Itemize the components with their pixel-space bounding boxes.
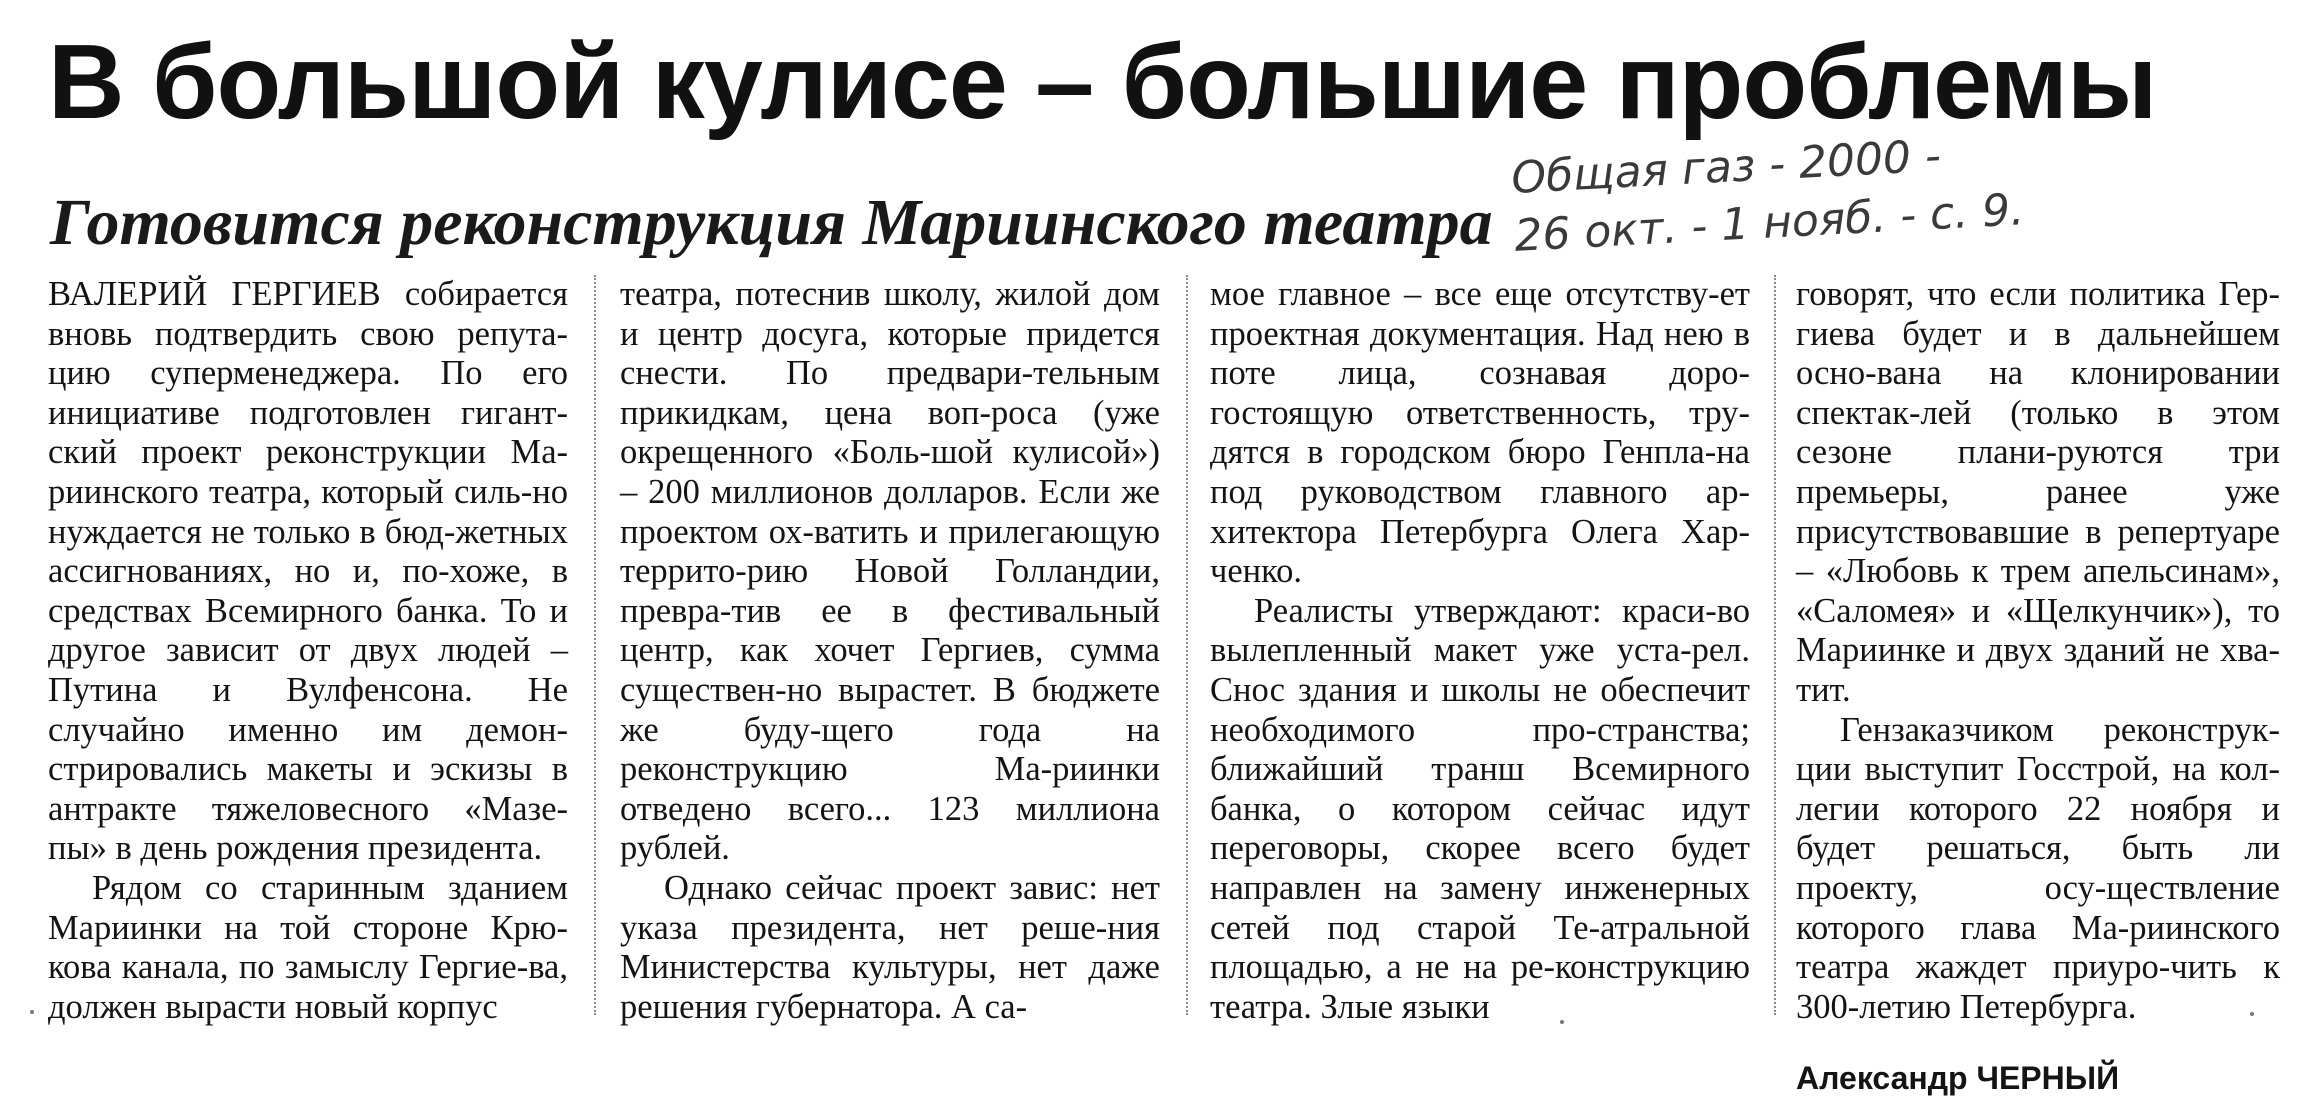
scan-speck bbox=[1560, 1020, 1564, 1024]
scan-speck bbox=[2250, 1012, 2254, 1016]
handwritten-note-line-1: Общая газ - 2000 - bbox=[1510, 130, 1943, 204]
column-divider bbox=[594, 275, 596, 1015]
column-divider bbox=[1774, 275, 1776, 1015]
column-2 bbox=[620, 275, 1160, 1026]
column-4 bbox=[1796, 275, 2280, 1097]
paragraph: Гензаказчиком реконструк-ции выступит Госстрой, на кол-легии которого 22 ноября и будет решаться, быть ли проекту, осу-ществление которого глава Ма-риинского театра жаждет приуро-чить к 300-летию Петербурга. bbox=[1796, 710, 2280, 1026]
column-1 bbox=[48, 275, 568, 1026]
paragraph: Рядом со старинным зданием Мариинки на той стороне Крю-кова канала, по замыслу Гергие-ва, должен вырасти новый корпус bbox=[48, 868, 568, 1026]
subheadline: Готовится реконструкция Мариинского театра bbox=[50, 186, 1493, 259]
column-divider bbox=[1186, 275, 1188, 1015]
scan-speck bbox=[30, 1010, 34, 1014]
paragraph-text: собирается вновь подтвердить свою репута-цию суперменеджера. По его инициативе подготовлен гигант-ский проект реконструкции Ма-риинского театра, который силь-но нуждается не только в бюд-жетных ассигнованиях, но и, по-хоже, в средствах Всемирного банка. То и другое зависит от двух людей – Путина и Вулфенсона. Не случайно именно им демон-стрировались макеты и эскизы в антракте тяжеловесного «Мазе-пы» в день рождения президента. bbox=[48, 275, 568, 868]
paragraph bbox=[48, 275, 568, 869]
paragraph: театра, потеснив школу, жилой дом и центр досуга, которые придется снести. По предвари-тельным прикидкам, цена воп-роса (уже окрещенного «Боль-шой кулисой») – 200 миллионов долларов. Если же проектом ох-ватить и прилегающую террито-рию Новой Голландии, преврa-тив ее в фестивальный центр, как хочет Гергиев, сумма существен-но вырастет. В бюджете же буду-щего года на реконструкцию Ма-риинки отведено всего... 123 миллиона рублей. bbox=[620, 275, 1160, 868]
paragraph: мое главное – все еще отсутству-ет проектная документация. Над нею в поте лица, сознавая доро-гостоящую ответственность, тру-дятся в городском бюро Генпла-на под руководством главного ар-хитектора Петербурга Олега Хар-ченко. bbox=[1210, 275, 1750, 591]
handwritten-note-line-2: 26 окт. - 1 нояб. - с. 9. bbox=[1513, 184, 2026, 262]
paragraph: говорят, что если политика Гер-гиева будет и в дальнейшем осно-вана на клонировании спектак-лей (только в этом сезоне плани-руются три премьеры, ранее уже присутствовавшие в репертуаре – «Любовь к трем апельсинам», «Саломея» и «Щелкунчик»), то Мариинке и двух зданий не хва-тит. bbox=[1796, 275, 2280, 709]
column-3 bbox=[1210, 275, 1750, 1026]
paragraph: Реалисты утверждают: краси-во вылепленный макет уже уста-рел. Снос здания и школы не обеспечит необходимого про-странства; ближайший транш Всемирного банка, о котором сейчас идут переговоры, скорее всего будет направлен на замену инженерных сетей под старой Те-атральной площадью, а не на ре-конструкцию театра. Злые языки bbox=[1210, 591, 1750, 1026]
paragraph: Однако сейчас проект завис: нет указа президента, нет реше-ния Министерства культуры, нет даже решения губернатора. А са- bbox=[620, 868, 1160, 1026]
headline: В большой кулисе – большие проблемы bbox=[48, 23, 2157, 141]
byline: Александр ЧЕРНЫЙ bbox=[1796, 1060, 2120, 1097]
article-body bbox=[48, 275, 2280, 1097]
lead-name: ВАЛЕРИЙ ГЕРГИЕВ bbox=[48, 275, 381, 313]
